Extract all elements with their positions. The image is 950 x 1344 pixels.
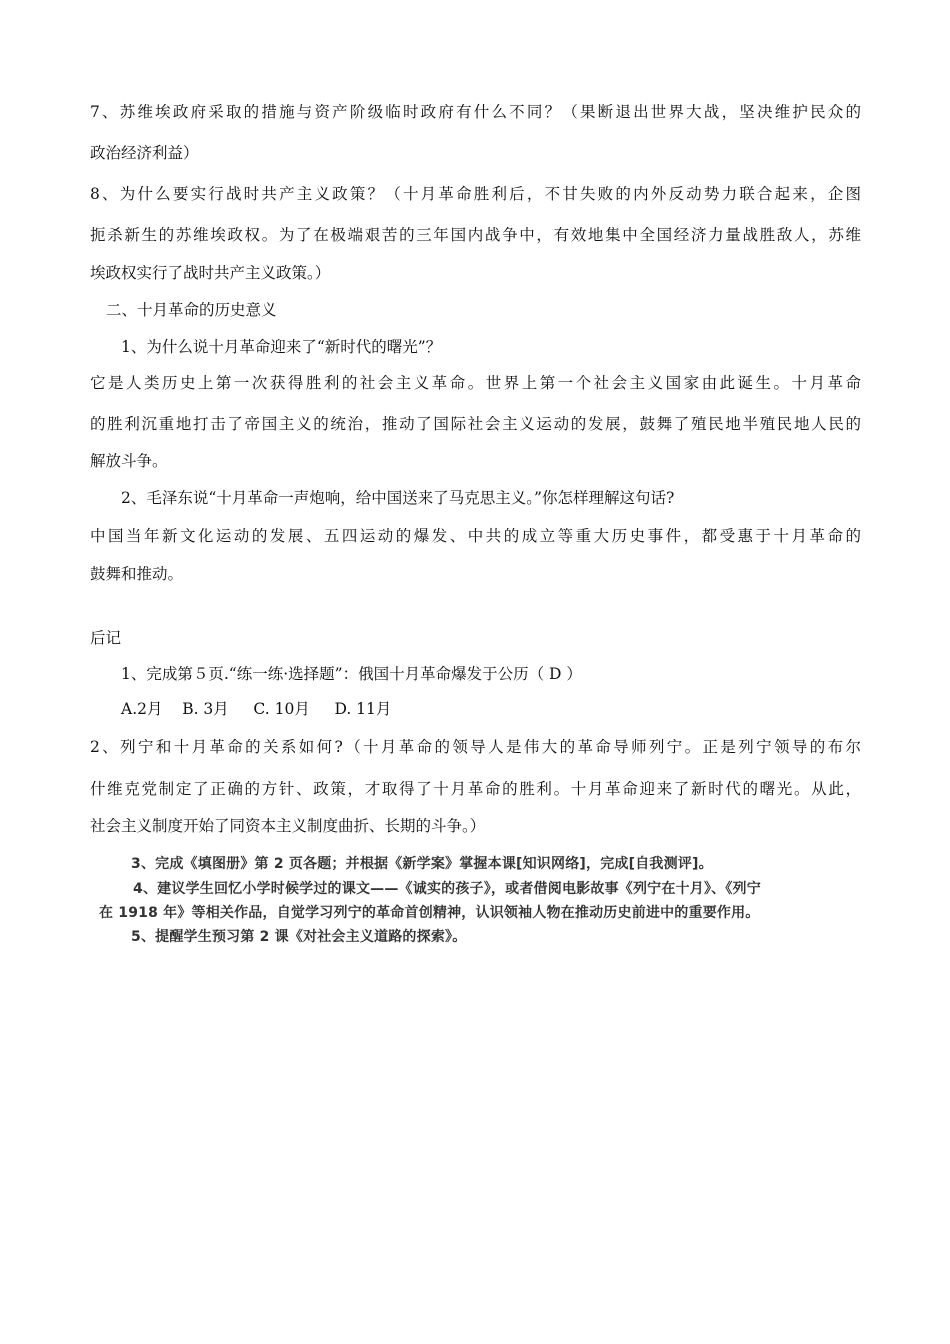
answer-1-line-3: 解放斗争。 [90, 452, 168, 470]
answer-1-line-1: 它是人类历史上第一次获得胜利的社会主义革命。世界上第一个社会主义国家由此诞生。十月革命 [90, 374, 861, 392]
afterword-item-1: 1、完成第５页.“练一练·选择题”：俄国十月革命爆发于公历（ D ） [121, 665, 582, 683]
afterword-options: A.2月 B. 3月 C. 10月 D. 11月 [121, 700, 392, 718]
q8-line-1: 8、为什么要实行战时共产主义政策？（十月革命胜利后，不甘失败的内外反动势力联合起来，企图 [90, 185, 861, 203]
afterword-item-4-line-2: 在 1918 年》等相关作品，自觉学习列宁的革命首创精神，认识领袖人物在推动历史前进中的重要作用。 [99, 905, 760, 921]
answer-1-line-2: 的胜利沉重地打击了帝国主义的统治，推动了国际社会主义运动的发展，鼓舞了殖民地半殖民地人民的 [90, 415, 861, 433]
afterword-heading: 后记 [90, 629, 122, 647]
section-question-1: 1、为什么说十月革命迎来了“新时代的曙光”？ [121, 338, 442, 356]
afterword-item-3: 3、完成《填图册》第 2 页各题；并根据《新学案》掌握本课[知识网络]，完成[自我测评]。 [131, 856, 713, 872]
afterword-item-2-line-3: 社会主义制度开始了同资本主义制度曲折、长期的斗争。） [90, 817, 486, 835]
q7-line-1: 7、苏维埃政府采取的措施与资产阶级临时政府有什么不同？（果断退出世界大战，坚决维护民众的 [90, 103, 861, 121]
answer-2-line-1: 中国当年新文化运动的发展、五四运动的爆发、中共的成立等重大历史事件，都受惠于十月革命的 [90, 527, 861, 545]
afterword-item-4-line-1: 4、建议学生回忆小学时候学过的课文——《诚实的孩子》，或者借阅电影故事《列宁在十月》、《列宁 [133, 881, 761, 897]
q7-line-2: 政治经济利益） [90, 144, 199, 162]
q8-line-3: 埃政权实行了战时共产主义政策。） [90, 264, 331, 282]
afterword-item-2-line-1: 2、列宁和十月革命的关系如何?（十月革命的领导人是伟大的革命导师列宁。正是列宁领导的布尔 [90, 738, 861, 756]
answer-2-line-2: 鼓舞和推动。 [90, 565, 184, 583]
afterword-item-2-line-2: 什维克党制定了正确的方针、政策，才取得了十月革命的胜利。十月革命迎来了新时代的曙光。从此， [90, 780, 861, 798]
q8-line-2: 扼杀新生的苏维埃政权。为了在极端艰苦的三年国内战争中，有效地集中全国经济力量战胜敌人，苏维 [90, 226, 861, 244]
afterword-item-5: 5、提醒学生预习第 2 课《对社会主义道路的探索》。 [131, 929, 467, 945]
section-heading: 二、十月革命的历史意义 [106, 301, 277, 319]
section-question-2: 2、毛泽东说“十月革命一声炮响，给中国送来了马克思主义。”你怎样理解这句话? [121, 489, 675, 507]
